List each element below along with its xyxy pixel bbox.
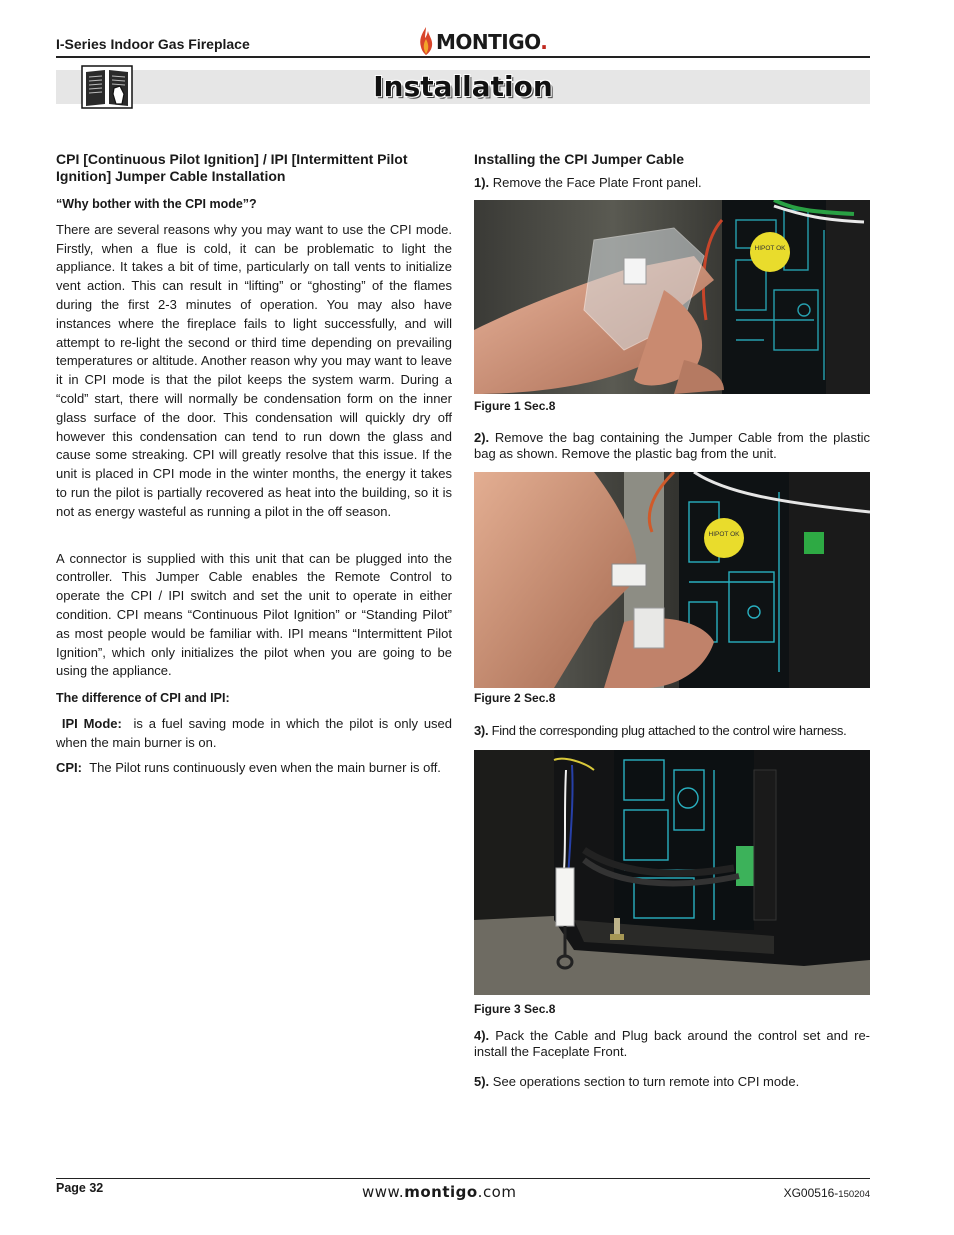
cpi-text: The Pilot runs continuously even when the main burner is off. (89, 759, 441, 775)
step-5-number: 5). (474, 1074, 490, 1089)
ipi-text: is a fuel saving mode in which the pilot is only used when the main burner is on. (56, 715, 453, 750)
step-2-number: 2). (474, 430, 490, 445)
step-3-number: 3). (474, 723, 489, 738)
step-2 (474, 430, 870, 462)
step-4-text: Pack the Cable and Plug back around the control set and re-install the Faceplate Front. (474, 1028, 870, 1059)
website-url (362, 1183, 516, 1201)
step-2-text: Remove the bag containing the Jumper Cable from the plastic bag as shown. Remove the plastic bag from the unit. (474, 430, 870, 461)
figure-3-photo (474, 750, 870, 995)
left-column (56, 151, 452, 777)
logo-dot: . (540, 30, 548, 54)
figure-3-caption: Figure 3 Sec.8 (474, 1002, 556, 1016)
hipot-label-1: HIPOT OK (754, 245, 786, 252)
jumper-cable-heading: Installing the CPI Jumper Cable (474, 151, 685, 167)
document-code (784, 1186, 870, 1200)
step-5-text: See operations section to turn remote into CPI mode. (492, 1074, 800, 1089)
step-3 (474, 723, 870, 739)
document-series-title: I-Series Indoor Gas Fireplace (56, 36, 250, 52)
doc-code: XG00516- (783, 1186, 839, 1200)
figure-1-photo (474, 200, 870, 394)
cpi-label: CPI: (56, 759, 82, 775)
ipi-label: IPI Mode: (61, 715, 122, 731)
url-prefix: www. (362, 1183, 405, 1201)
section-banner (56, 70, 870, 104)
doc-revision: 150204 (838, 1189, 870, 1200)
step-4 (474, 1028, 870, 1060)
page-number: Page 32 (56, 1181, 104, 1195)
montigo-logo (418, 24, 547, 56)
connector-paragraph: A connector is supplied with this unit that can be plugged into the controller. This Jumper Cable enables the Remote Control to operate the CPI / IPI switch and set the unit to operate in either condition. CPI means “Continuous Pilot Ignition” or “Standing Pilot” as most people would be familiar with. IPI means “Intermittent Pilot Ignition”, which only initializes the pilot when you are going to be using the appliance. (56, 550, 452, 679)
cpi-description (56, 759, 452, 778)
hipot-label-2: HIPOT OK (708, 531, 740, 538)
url-brand: montigo (404, 1183, 478, 1201)
reasons-paragraph: There are several reasons why you may want to use the CPI mode. Firstly, when a flue is cold, it can be problematic to light the appliance. It takes a bit of time, particularly on tall vents to initialize vent action. This can result in “lifting” or “ghosting” of the flames during the first 2-3 minutes of operation. You may also have instances where the fireplace fails to light successfully, and will attempt to re-light the second or third time depending on prevailing temperatures or altitude. Another reason why you may want to leave it in CPI mode is that the pilot keeps the system warm. During a “cold” start, there will normally be condensation form on the inner glass surface of the door. This condensation will quickly dry off however this condensation can tend to run down the glass and cause some streaking. CPI will greatly resolve that this issue. If the unit is placed in CPI mode in the winter months, the energy it takes to run the pilot is partially recovered as heat into the building, so it is not as energy wasteful as running a pilot in the off season. (56, 221, 452, 519)
url-suffix: .com (477, 1183, 517, 1201)
header-divider (56, 56, 870, 58)
why-heading: “Why bother with the CPI mode”? (56, 197, 257, 211)
difference-heading: The difference of CPI and IPI: (56, 691, 230, 706)
step-5 (474, 1074, 870, 1090)
step-3-text: Find the corresponding plug attached to the control wire harness. (491, 723, 847, 738)
section-title: Installation (373, 70, 553, 103)
flame-icon (418, 26, 434, 56)
figure-2-caption: Figure 2 Sec.8 (474, 691, 556, 705)
figure-1-caption: Figure 1 Sec.8 (474, 399, 556, 413)
figure-2-photo (474, 472, 870, 688)
right-column (474, 151, 870, 168)
cpi-ipi-heading: CPI [Continuous Pilot Ignition] / IPI [Intermittent Pilot Ignition] Jumper Cable Installation (56, 151, 408, 184)
step-1-number: 1). (474, 175, 490, 190)
ipi-description (56, 715, 452, 753)
step-1-text: Remove the Face Plate Front panel. (492, 175, 702, 190)
footer-divider (56, 1178, 870, 1179)
logo-wordmark: MONTIGO (436, 30, 541, 54)
step-1 (474, 175, 870, 191)
step-4-number: 4). (474, 1028, 490, 1043)
